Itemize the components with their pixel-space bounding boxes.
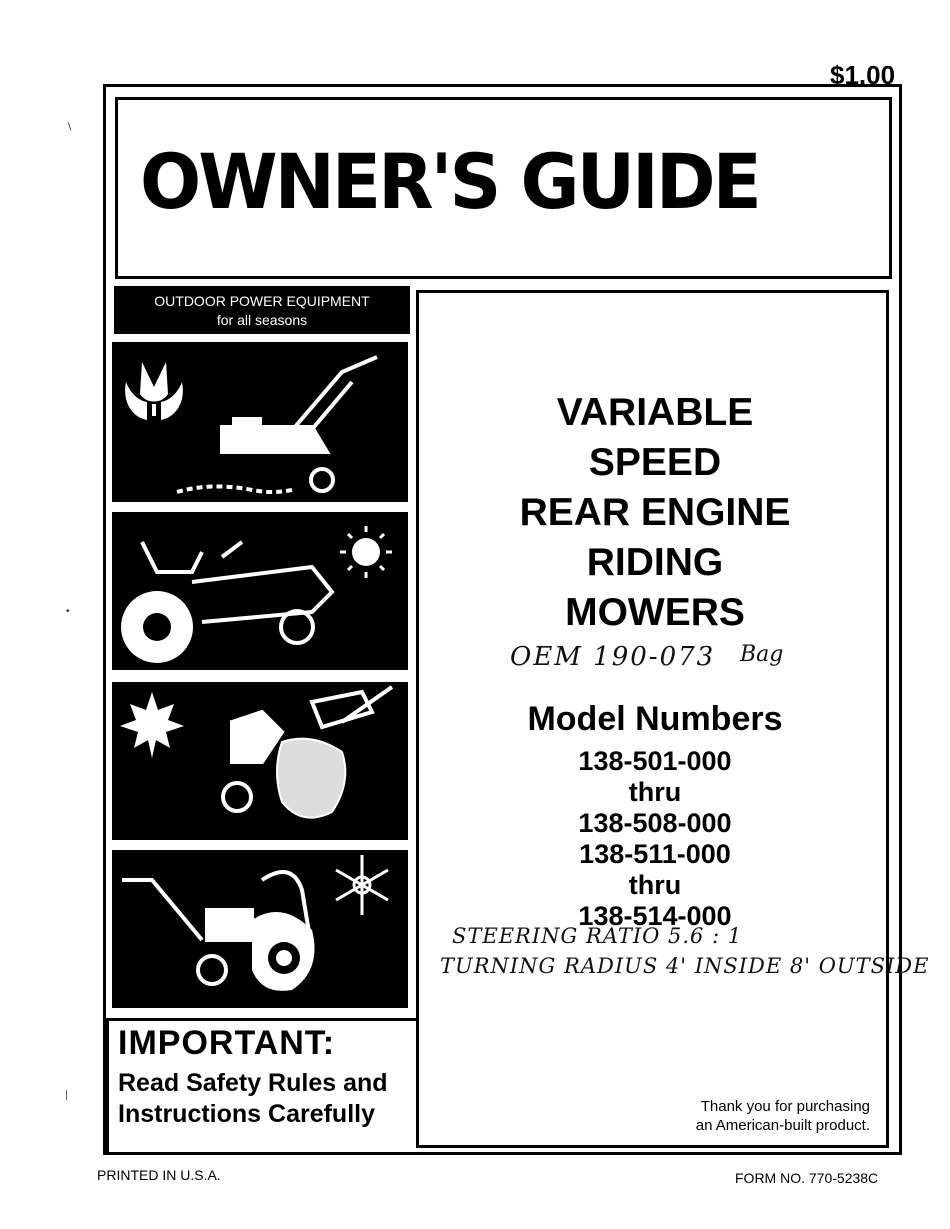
model-line: thru <box>628 777 682 807</box>
thanks-line-1: Thank you for purchasing <box>700 1098 870 1115</box>
safety-line-2: Instructions Carefully <box>118 1100 375 1128</box>
maple-leaf-icon <box>120 692 184 758</box>
tiller-body <box>177 357 377 492</box>
model-line: thru <box>628 870 682 900</box>
model-line: 138-514-000 <box>578 901 732 931</box>
product-line-1: VARIABLE <box>556 391 754 434</box>
model-line: 138-508-000 <box>578 808 732 838</box>
safety-instructions <box>118 1068 388 1130</box>
shredder-panel <box>112 682 408 840</box>
tiller-illustration <box>112 342 408 502</box>
banner-line-1: OUTDOOR POWER EQUIPMENT <box>154 293 370 309</box>
handwritten-oem-note: OEM 190-073 <box>510 642 716 672</box>
product-line-4: RIDING <box>586 541 724 584</box>
page-title: OWNER'S GUIDE <box>140 137 759 227</box>
handwritten-steering-note: STEERING RATIO 5.6 : 1 <box>452 924 743 948</box>
handwritten-turning-note: TURNING RADIUS 4' INSIDE 8' OUTSIDE <box>440 954 930 978</box>
product-line-5: MOWERS <box>565 591 745 634</box>
tiller-panel <box>112 342 408 502</box>
price-label: $1.00 <box>830 60 896 90</box>
model-numbers-heading: Model Numbers <box>527 700 783 738</box>
snow-thrower-illustration <box>112 850 408 1008</box>
banner-line-2: for all seasons <box>216 312 308 328</box>
model-numbers-list <box>500 746 810 932</box>
equipment-banner <box>114 286 410 334</box>
thank-you-note <box>640 1097 870 1135</box>
snow-thrower-panel <box>112 850 408 1008</box>
scan-speck: ∣ <box>64 1090 69 1101</box>
model-line: 138-511-000 <box>579 839 731 869</box>
scan-speck: • <box>66 606 70 617</box>
thanks-line-2: an American-built product. <box>695 1117 870 1134</box>
riding-mower-illustration <box>112 512 408 670</box>
sun-icon <box>340 526 392 578</box>
form-number: FORM NO. 770-5238C <box>735 1170 879 1186</box>
product-title <box>460 388 850 638</box>
product-line-3: REAR ENGINE <box>519 491 791 534</box>
shredder-illustration <box>112 682 408 840</box>
snowflake-icon <box>336 855 388 915</box>
important-heading: IMPORTANT: <box>118 1024 336 1062</box>
handwritten-mark: Bag <box>740 642 784 667</box>
tulip-icon <box>125 362 183 420</box>
scan-speck: ∖ <box>66 122 73 133</box>
safety-line-1: Read Safety Rules and <box>118 1069 388 1097</box>
model-line: 138-501-000 <box>578 746 732 776</box>
product-line-2: SPEED <box>588 441 722 484</box>
riding-mower-panel <box>112 512 408 670</box>
printed-in-label: PRINTED IN U.S.A. <box>97 1167 221 1183</box>
